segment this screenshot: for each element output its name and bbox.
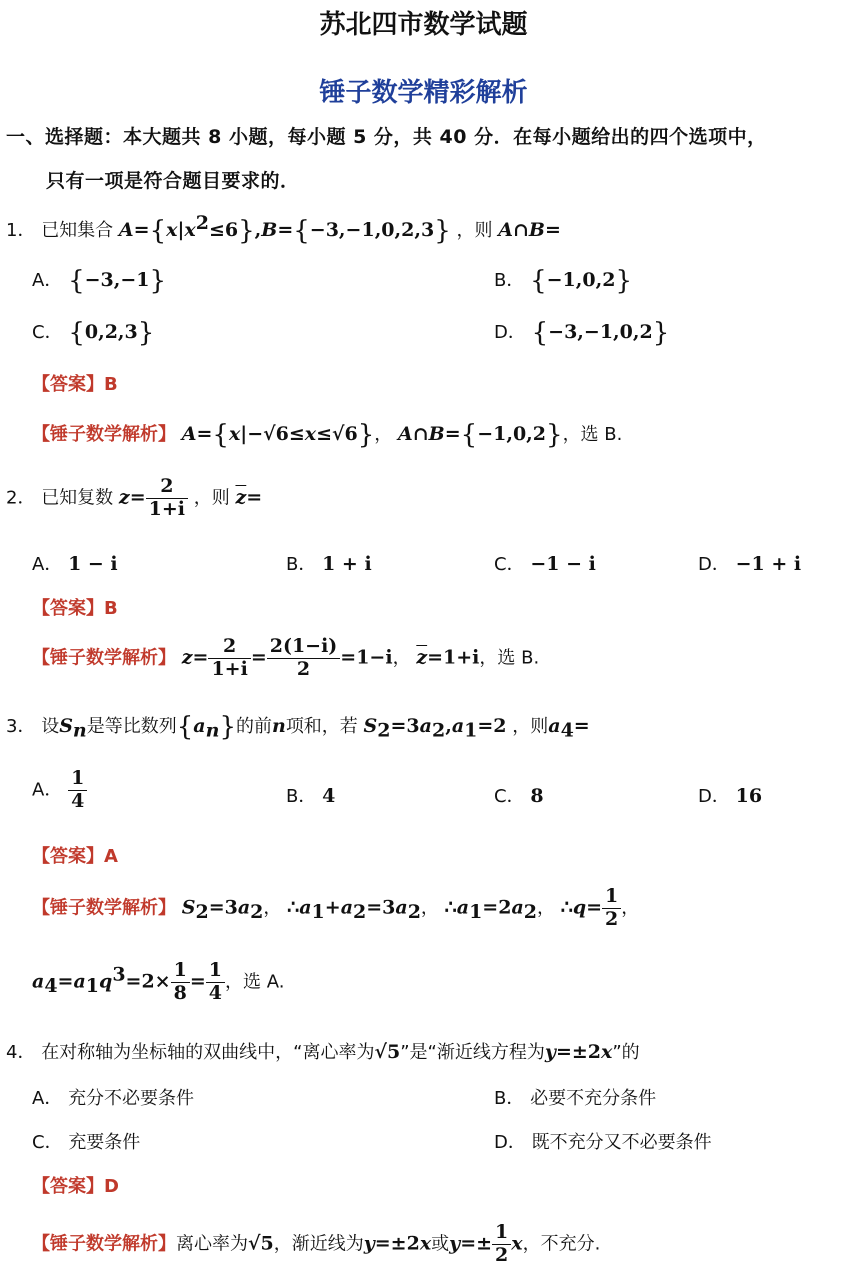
option-c[interactable] bbox=[494, 550, 596, 576]
option-value: 充分不必要条件 bbox=[68, 1088, 195, 1109]
answer-row bbox=[32, 1172, 119, 1198]
answer-tag: 【答案】 bbox=[32, 1176, 104, 1197]
option-letter: A． bbox=[32, 270, 63, 291]
analysis-tag: 【锤子数学解析】 bbox=[32, 424, 176, 445]
question-3-stem: 3． 设$S_n$是等比数列$\{a_n\}$的前n项和，若 $S_2=3a_2,a_1=2$ ，则$a_4=$ bbox=[6, 712, 590, 742]
question-text: 已知复数 bbox=[41, 487, 114, 509]
math-expression: A bbox=[118, 219, 134, 241]
question-4-stem: 4． 在对称轴为坐标轴的双曲线中，“离心率为√5”是“渐近线方程为y=±2x”的 bbox=[6, 1041, 640, 1063]
analysis-row-cont: $a_4=a_1q^3=2\times$ $\frac{1}{8}$ = $\frac{1}{4}$ ，选 A. bbox=[32, 959, 285, 1004]
analysis-row: 【锤子数学解析】 z= $\frac{2}{1+i}$ = $\frac{2(1-i)}{2}$ =1−i， $\overline{z}=1+i$，选 B. bbox=[32, 635, 540, 680]
option-a[interactable] bbox=[32, 550, 118, 576]
question-1-stem: 1． 已知集合 $A=\{x|x^2\le 6\},B=\{-3,-1,0,2,3\}$ ，则 A∩B= bbox=[6, 212, 561, 246]
option-b[interactable] bbox=[286, 550, 372, 576]
question-text: ，则 bbox=[193, 487, 230, 509]
option-value: −1 − i bbox=[530, 553, 596, 575]
question-number: 2． bbox=[6, 487, 36, 509]
option-b[interactable] bbox=[286, 782, 335, 808]
answer-row bbox=[32, 594, 118, 620]
page-title: 苏北四市数学试题 bbox=[319, 10, 528, 40]
option-value: 既不充分又不必要条件 bbox=[531, 1132, 712, 1153]
option-letter: A． bbox=[32, 554, 63, 575]
option-value: 1 + i bbox=[322, 553, 372, 575]
analysis-tag: 【锤子数学解析】 bbox=[32, 897, 176, 919]
question-text: ，则 bbox=[456, 220, 493, 241]
option-value: −1 + i bbox=[735, 553, 802, 575]
option-a[interactable]: A． {−3,−1} bbox=[32, 266, 167, 296]
option-value: 1 − i bbox=[68, 553, 118, 575]
option-value: 4 bbox=[322, 785, 336, 807]
answer-tag: 【答案】 bbox=[32, 374, 104, 395]
answer-tag: 【答案】 bbox=[32, 598, 104, 619]
option-b[interactable]: B． {−1,0,2} bbox=[494, 266, 632, 296]
option-c[interactable] bbox=[494, 782, 544, 808]
question-number: 1． bbox=[6, 220, 36, 241]
option-d[interactable]: D． {−3,−1,0,2} bbox=[494, 318, 670, 348]
option-letter: B． bbox=[494, 270, 525, 291]
analysis-tag: 【锤子数学解析】 bbox=[32, 647, 176, 669]
option-d[interactable] bbox=[698, 550, 801, 576]
option-a[interactable] bbox=[32, 768, 87, 813]
option-letter: B． bbox=[494, 1088, 525, 1109]
question-2-stem: 2． 已知复数 z= $\frac{2}{1+i}$ ，则 $\overline{z}=$ bbox=[6, 475, 263, 520]
page-subtitle: 锤子数学精彩解析 bbox=[319, 78, 528, 108]
answer-row bbox=[32, 842, 118, 868]
option-letter: C． bbox=[494, 554, 525, 575]
answer-value: A bbox=[104, 846, 118, 867]
option-letter: C． bbox=[32, 1132, 63, 1153]
option-value: 充要条件 bbox=[68, 1132, 141, 1153]
question-number: 4． bbox=[6, 1042, 36, 1063]
option-c[interactable]: C． {0,2,3} bbox=[32, 318, 155, 348]
option-letter: D． bbox=[494, 1132, 526, 1153]
option-c[interactable] bbox=[32, 1128, 140, 1154]
option-letter: D． bbox=[698, 786, 730, 807]
option-value: 必要不充分条件 bbox=[530, 1088, 657, 1109]
answer-value: B bbox=[104, 598, 118, 619]
section-heading: 一、选择题：本大题共 8 小题，每小题 5 分，共 40 分．在每小题给出的四个选项中， bbox=[6, 126, 767, 148]
option-value: $\frac{1}{4}$ bbox=[68, 768, 87, 813]
option-letter: D． bbox=[698, 554, 730, 575]
option-value: 8 bbox=[530, 785, 544, 807]
option-letter: D． bbox=[494, 322, 526, 343]
option-letter: B． bbox=[286, 554, 317, 575]
question-number: 3． bbox=[6, 716, 36, 737]
answer-value: D bbox=[104, 1176, 119, 1197]
answer-row bbox=[32, 370, 118, 396]
option-value: 16 bbox=[735, 785, 763, 807]
option-a[interactable] bbox=[32, 1084, 194, 1110]
question-text: 已知集合 bbox=[41, 220, 114, 241]
answer-tag: 【答案】 bbox=[32, 846, 104, 867]
analysis-tag: 【锤子数学解析】 bbox=[32, 1233, 176, 1255]
answer-value: B bbox=[104, 374, 118, 395]
math-expression: A bbox=[498, 219, 513, 241]
analysis-row: 【锤子数学解析】离心率为√5，渐近线为y=±2x或y=± $\frac{1}{2}$ x，不充分. bbox=[32, 1221, 601, 1266]
option-letter: B． bbox=[286, 786, 317, 807]
option-b[interactable] bbox=[494, 1084, 656, 1110]
option-letter: C． bbox=[494, 786, 525, 807]
option-d[interactable] bbox=[494, 1128, 712, 1154]
analysis-row: 【锤子数学解析】 A={x|−√6≤x≤√6}， A∩B={−1,0,2}，选 B. bbox=[32, 420, 623, 450]
section-heading-cont: 只有一项是符合题目要求的． bbox=[46, 170, 300, 192]
option-letter: A． bbox=[32, 1088, 63, 1109]
option-d[interactable] bbox=[698, 782, 762, 808]
option-letter: C． bbox=[32, 322, 63, 343]
option-letter: A． bbox=[32, 779, 63, 801]
analysis-row: 【锤子数学解析】 $S_2=3a_2$， $\therefore a_1+a_2=3a_2$， $\therefore a_1=2a_2$， ∴q= $\frac{1}{2}$ ， bbox=[32, 885, 640, 930]
